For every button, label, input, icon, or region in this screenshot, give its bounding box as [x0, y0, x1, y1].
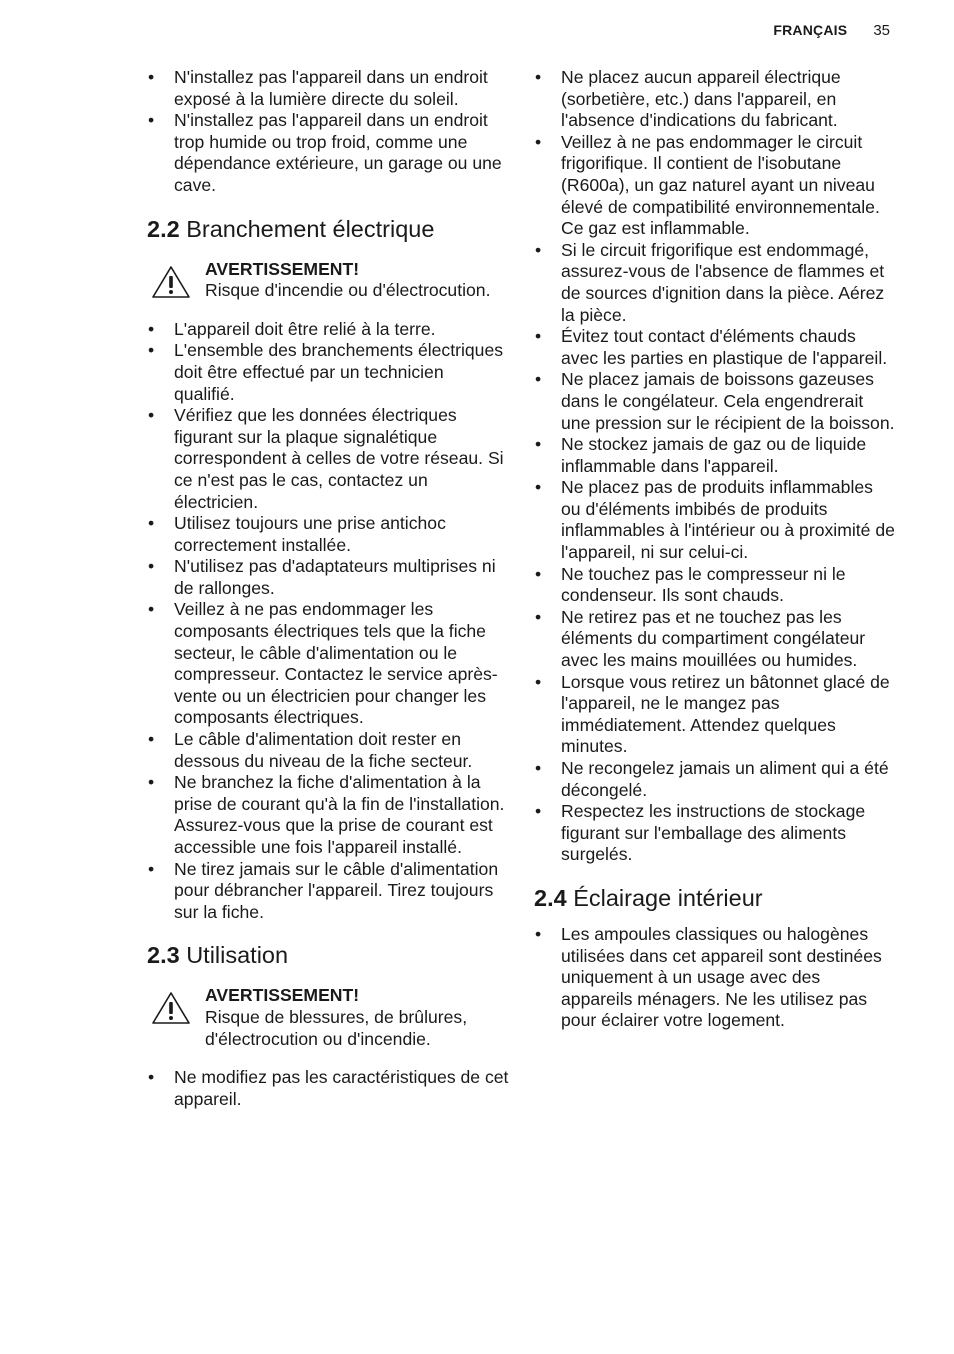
section-heading-2-2: [147, 215, 509, 243]
list-item: • Ne recongelez jamais un aliment qui a été décongelé.: [534, 758, 896, 801]
electrical-list: [147, 319, 509, 924]
section-heading-2-4: [534, 884, 896, 912]
usage-list: [147, 1067, 509, 1110]
left-column: [147, 67, 509, 1110]
list-item: • N'installez pas l'appareil dans un endroit trop humide ou trop froid, comme une dépendance extérieure, un garage ou une cave.: [147, 110, 509, 196]
list-item: • Ne touchez pas le compresseur ni le condenseur. Ils sont chauds.: [534, 564, 896, 607]
warning-message: Risque de blessures, de brûlures, d'électrocution ou d'incendie.: [205, 1006, 468, 1049]
list-item: • N'utilisez pas d'adaptateurs multiprises ni de rallonges.: [147, 556, 509, 599]
list-item: • Si le circuit frigorifique est endommagé, assurez-vous de l'absence de flammes et de sources d'ignition dans la pièce. Aérez la pièce.: [534, 240, 896, 326]
list-item: • L'ensemble des branchements électriques doit être effectué par un technicien qualifié.: [147, 340, 509, 405]
list-item: • Ne placez aucun appareil électrique (sorbetière, etc.) dans l'appareil, en l'absence d'indications du fabricant.: [534, 67, 896, 132]
list-item: • Ne tirez jamais sur le câble d'alimentation pour débrancher l'appareil. Tirez toujours sur la fiche.: [147, 859, 509, 924]
page-header: [773, 22, 890, 39]
section-number: 2.2: [147, 215, 180, 242]
right-column: [534, 67, 896, 1032]
list-item: • Veillez à ne pas endommager le circuit frigorifique. Il contient de l'isobutane (R600a), un gaz naturel ayant un niveau élevé de compatibilité environnementale. Ce gaz est inflammable.: [534, 132, 896, 240]
list-item: • Ne branchez la fiche d'alimentation à la prise de courant qu'à la fin de l'installation. Assurez-vous que la prise de courant est accessible une fois l'appareil installé.: [147, 772, 509, 858]
warning-triangle-icon: [151, 991, 191, 1025]
list-item: • Ne retirez pas et ne touchez pas les éléments du compartiment congélateur avec les mains mouillées ou humides.: [534, 607, 896, 672]
section-heading-2-3: [147, 941, 509, 969]
intro-list: [147, 67, 509, 197]
warning-triangle-icon: [151, 265, 191, 299]
warning-box: [147, 985, 509, 1050]
list-item: • Ne placez jamais de boissons gazeuses dans le congélateur. Cela engendrerait une pression sur le récipient de la boisson.: [534, 369, 896, 434]
list-item: • Respectez les instructions de stockage figurant sur l'emballage des aliments surgelés.: [534, 801, 896, 866]
list-item: • Lorsque vous retirez un bâtonnet glacé de l'appareil, ne le mangez pas immédiatement. Attendez quelques minutes.: [534, 672, 896, 758]
list-item: • Les ampoules classiques ou halogènes utilisées dans cet appareil sont destinées uniquement à un usage avec des appareils ménagers. Ne les utilisez pas pour éclairer votre logement.: [534, 924, 896, 1032]
warning-title: AVERTISSEMENT!: [205, 985, 360, 1006]
section-number: 2.4: [534, 884, 567, 911]
list-item: • Ne stockez jamais de gaz ou de liquide inflammable dans l'appareil.: [534, 434, 896, 477]
warning-box: [147, 259, 509, 302]
language-label: FRANÇAIS: [773, 22, 848, 38]
list-item: • Ne placez pas de produits inflammables ou d'éléments imbibés de produits inflammables à l'intérieur ou à proximité de l'appareil, ni sur celui-ci.: [534, 477, 896, 563]
list-item: • L'appareil doit être relié à la terre.: [147, 319, 509, 341]
list-item: • Vérifiez que les données électriques figurant sur la plaque signalétique correspondent à celles de votre réseau. Si ce n'est pas le cas, contactez un électricien.: [147, 405, 509, 513]
list-item: • Évitez tout contact d'éléments chauds avec les parties en plastique de l'appareil.: [534, 326, 896, 369]
section-title: Branchement électrique: [186, 215, 435, 242]
warning-message: Risque d'incendie ou d'électrocution.: [205, 280, 491, 301]
section-number: 2.3: [147, 942, 180, 969]
warning-text: [205, 985, 509, 1050]
list-item: • N'installez pas l'appareil dans un endroit exposé à la lumière directe du soleil.: [147, 67, 509, 110]
section-title: Éclairage intérieur: [573, 884, 763, 911]
list-item: • Veillez à ne pas endommager les composants électriques tels que la fiche secteur, le câble d'alimentation ou le compresseur. Contactez le service après-vente ou un électricien pour changer les composants électriques.: [147, 599, 509, 729]
list-item: • Le câble d'alimentation doit rester en dessous du niveau de la fiche secteur.: [147, 729, 509, 772]
warning-text: [205, 259, 490, 302]
page-number: 35: [873, 22, 890, 39]
warning-title: AVERTISSEMENT!: [205, 258, 360, 279]
section-title: Utilisation: [186, 942, 289, 969]
lighting-list: [534, 924, 896, 1032]
list-item: • Utilisez toujours une prise antichoc correctement installée.: [147, 513, 509, 556]
list-item: • Ne modifiez pas les caractéristiques de cet appareil.: [147, 1067, 509, 1110]
usage-list-continued: [534, 67, 896, 866]
